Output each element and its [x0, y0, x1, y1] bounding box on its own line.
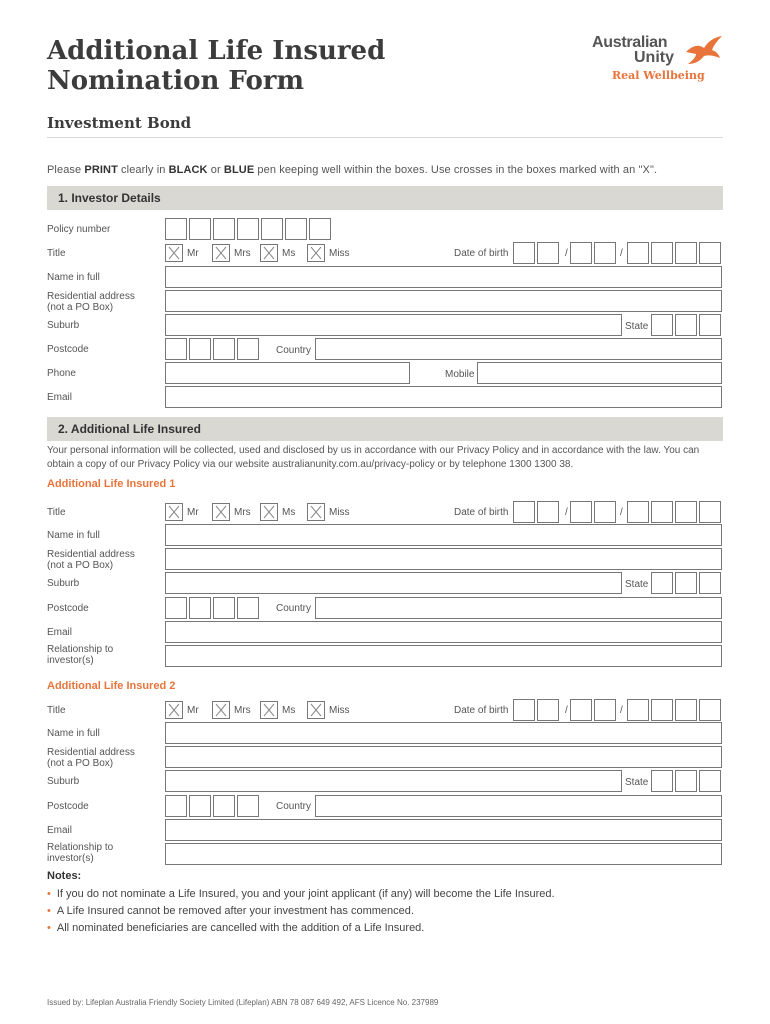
- address-label: Residential address (not a PO Box): [47, 291, 135, 313]
- phone-label: Phone: [47, 368, 76, 379]
- insured-1-dob-label: Date of birth: [454, 507, 509, 518]
- insured-2-email-label: Email: [47, 825, 73, 836]
- note-item: [47, 886, 555, 903]
- section-investor-details: 1. Investor Details: [47, 186, 723, 210]
- policy-number-digit[interactable]: [261, 218, 283, 240]
- cross-icon: [215, 246, 227, 260]
- policy-number-digit[interactable]: [189, 218, 211, 240]
- dob-day-digit[interactable]: [537, 242, 559, 264]
- insured-2-miss-checkbox[interactable]: [307, 701, 325, 719]
- insured-2-postcode-digit[interactable]: [189, 795, 211, 817]
- bird-icon: [684, 34, 724, 68]
- form-title: Additional Life Insured Nomination Form: [47, 36, 386, 96]
- insured-1-dob-digit[interactable]: [537, 501, 559, 523]
- policy-number-digit[interactable]: [213, 218, 235, 240]
- dob-day-digit[interactable]: [513, 242, 535, 264]
- suburb-field[interactable]: [165, 314, 622, 336]
- insured-1-email-field[interactable]: [165, 621, 722, 643]
- insured-1-name-label: Name in full: [47, 530, 100, 541]
- state-char[interactable]: [675, 314, 697, 336]
- state-char[interactable]: [651, 314, 673, 336]
- insured-1-ms-label: Ms: [282, 507, 296, 518]
- insured-1-name-field[interactable]: [165, 524, 722, 546]
- insured-2-title-label: Title: [47, 705, 66, 716]
- insured-2-dob-digit[interactable]: [699, 699, 721, 721]
- insured-1-postcode-digit[interactable]: [237, 597, 259, 619]
- insured-2-miss-label: Miss: [329, 705, 350, 716]
- intro-text: Please: [47, 164, 85, 176]
- insured-2-address-label: Residential address (not a PO Box): [47, 747, 135, 769]
- insured-1-miss-checkbox[interactable]: [307, 503, 325, 521]
- section-additional-life-insured: 2. Additional Life Insured: [47, 417, 723, 441]
- note-item: [47, 920, 555, 937]
- suburb-label: Suburb: [47, 320, 80, 331]
- cross-icon: [263, 505, 275, 519]
- country-field[interactable]: [315, 338, 722, 360]
- policy-number-digit[interactable]: [237, 218, 259, 240]
- insured-1-address-label: Residential address (not a PO Box): [47, 549, 135, 571]
- insured-2-name-field[interactable]: [165, 722, 722, 744]
- cross-icon: [168, 703, 180, 717]
- cross-icon: [215, 703, 227, 717]
- notes: [47, 870, 555, 937]
- insured-2-mrs-checkbox[interactable]: [212, 701, 230, 719]
- note-item: [47, 903, 555, 920]
- state-label: State: [625, 321, 649, 332]
- insured-2-dob-label: Date of birth: [454, 705, 509, 716]
- cross-icon: [263, 703, 275, 717]
- insured-2-heading: Additional Life Insured 2: [47, 680, 176, 692]
- state-char[interactable]: [699, 314, 721, 336]
- insured-2-mr-label: Mr: [187, 705, 199, 716]
- insured-1-relationship-field[interactable]: [165, 645, 722, 667]
- name-field[interactable]: [165, 266, 722, 288]
- cross-icon: [168, 505, 180, 519]
- insured-2-state-char[interactable]: [651, 770, 673, 792]
- insured-2-mr-checkbox[interactable]: [165, 701, 183, 719]
- postcode-digit[interactable]: [213, 338, 235, 360]
- insured-2-dob-digit[interactable]: [570, 699, 592, 721]
- insured-1-address-field[interactable]: [165, 548, 722, 570]
- insured-1-mr-label: Mr: [187, 507, 199, 518]
- insured-1-dob-digit[interactable]: [675, 501, 697, 523]
- insured-2-suburb-label: Suburb: [47, 776, 80, 787]
- insured-1-country-field[interactable]: [315, 597, 722, 619]
- insured-1-dob-digit[interactable]: [594, 501, 616, 523]
- address-field[interactable]: [165, 290, 722, 312]
- insured-2-ms-label: Ms: [282, 705, 296, 716]
- dob-month-digit[interactable]: [594, 242, 616, 264]
- insured-2-country-field[interactable]: [315, 795, 722, 817]
- bullet: •: [47, 905, 51, 917]
- insured-1-heading: Additional Life Insured 1: [47, 478, 176, 490]
- insured-1-postcode-digit[interactable]: [189, 597, 211, 619]
- insured-1-suburb-field[interactable]: [165, 572, 622, 594]
- insured-1-dob-digit[interactable]: [651, 501, 673, 523]
- cross-icon: [310, 505, 322, 519]
- dob-label: Date of birth: [454, 248, 509, 259]
- insured-2-state-label: State: [625, 777, 649, 788]
- email-field[interactable]: [165, 386, 722, 408]
- logo-text-line1: Australian: [592, 34, 668, 51]
- title-mrs-label: Mrs: [234, 248, 251, 259]
- insured-1-state-char[interactable]: [675, 572, 697, 594]
- insured-2-name-label: Name in full: [47, 728, 100, 739]
- note-text: All nominated beneficiaries are cancelled with the addition of a Life Insured.: [56, 922, 425, 934]
- insured-2-ms-checkbox[interactable]: [260, 701, 278, 719]
- insured-2-dob-digit[interactable]: [537, 699, 559, 721]
- dob-year-digit[interactable]: [675, 242, 697, 264]
- insured-1-email-label: Email: [47, 627, 73, 638]
- dob-month-digit[interactable]: [570, 242, 592, 264]
- note-text: If you do not nominate a Life Insured, you and your joint applicant (if any) will become the Life Insured.: [56, 888, 555, 900]
- title-miss-checkbox[interactable]: [307, 244, 325, 262]
- insured-2-mrs-label: Mrs: [234, 705, 251, 716]
- insured-2-postcode-digit[interactable]: [237, 795, 259, 817]
- email-label: Email: [47, 392, 73, 403]
- date-separator: /: [565, 248, 568, 259]
- insured-1-dob-digit[interactable]: [699, 501, 721, 523]
- insured-1-relationship-label: Relationship to investor(s): [47, 644, 114, 666]
- bullet: •: [47, 888, 51, 900]
- intro-black: BLACK: [168, 164, 208, 176]
- postcode-digit[interactable]: [165, 338, 187, 360]
- date-separator: /: [620, 507, 623, 518]
- australian-unity-logo: [592, 34, 726, 86]
- insured-1-mrs-label: Mrs: [234, 507, 251, 518]
- bullet: •: [47, 922, 51, 934]
- logo-text-line2: Unity: [634, 49, 674, 66]
- form-subtitle: Investment Bond: [47, 114, 192, 132]
- insured-1-postcode-digit[interactable]: [213, 597, 235, 619]
- postcode-digit[interactable]: [237, 338, 259, 360]
- title-mrs-checkbox[interactable]: [212, 244, 230, 262]
- date-separator: /: [620, 248, 623, 259]
- insured-1-mrs-checkbox[interactable]: [212, 503, 230, 521]
- insured-2-dob-digit[interactable]: [675, 699, 697, 721]
- insured-1-title-label: Title: [47, 507, 66, 518]
- insured-2-dob-digit[interactable]: [594, 699, 616, 721]
- insured-1-suburb-label: Suburb: [47, 578, 80, 589]
- instructions: [47, 164, 657, 176]
- insured-2-state-char[interactable]: [675, 770, 697, 792]
- title-mr-checkbox[interactable]: [165, 244, 183, 262]
- policy-number-digit[interactable]: [309, 218, 331, 240]
- cross-icon: [310, 246, 322, 260]
- insured-2-dob-digit[interactable]: [651, 699, 673, 721]
- insured-1-postcode-digit[interactable]: [165, 597, 187, 619]
- insured-1-country-label: Country: [276, 603, 312, 614]
- logo-tagline: Real Wellbeing: [612, 69, 705, 82]
- mobile-label: Mobile: [445, 369, 475, 380]
- intro-text: pen keeping well within the boxes. Use crosses in the boxes marked with an "X".: [254, 164, 658, 176]
- insured-2-address-field[interactable]: [165, 746, 722, 768]
- title-ms-label: Ms: [282, 248, 296, 259]
- intro-blue: BLUE: [223, 164, 255, 176]
- dob-year-digit[interactable]: [699, 242, 721, 264]
- cross-icon: [168, 246, 180, 260]
- cross-icon: [310, 703, 322, 717]
- dob-year-digit[interactable]: [651, 242, 673, 264]
- insured-2-dob-digit[interactable]: [513, 699, 535, 721]
- insured-2-relationship-label: Relationship to investor(s): [47, 842, 114, 864]
- insured-2-country-label: Country: [276, 801, 312, 812]
- insured-2-suburb-field[interactable]: [165, 770, 622, 792]
- name-label: Name in full: [47, 272, 100, 283]
- country-label: Country: [276, 345, 312, 356]
- footer-issuer: Issued by: Lifeplan Australia Friendly Society Limited (Lifeplan) ABN 78 087 649 492, AFS Licence No. 237989: [47, 998, 439, 1007]
- insured-2-postcode-digit[interactable]: [213, 795, 235, 817]
- mobile-field[interactable]: [477, 362, 722, 384]
- date-separator: /: [565, 705, 568, 716]
- privacy-statement: Your personal information will be collected, used and disclosed by us in accordance with our Privacy Policy and in accordance with the law. You can obtain a copy of our Privacy Policy via our website australianunity.com.au/privacy-policy or by telephone 1300 1300 38.: [47, 445, 700, 470]
- insured-1-mr-checkbox[interactable]: [165, 503, 183, 521]
- insured-2-dob-digit[interactable]: [627, 699, 649, 721]
- policy-number-digit[interactable]: [285, 218, 307, 240]
- insured-1-postcode-label: Postcode: [47, 603, 89, 614]
- policy-number-digit[interactable]: [165, 218, 187, 240]
- insured-1-state-char[interactable]: [699, 572, 721, 594]
- title-miss-label: Miss: [329, 248, 350, 259]
- dob-year-digit[interactable]: [627, 242, 649, 264]
- phone-field[interactable]: [165, 362, 410, 384]
- insured-1-dob-digit[interactable]: [627, 501, 649, 523]
- divider: [47, 137, 723, 138]
- date-separator: /: [565, 507, 568, 518]
- cross-icon: [263, 246, 275, 260]
- insured-1-dob-digit[interactable]: [570, 501, 592, 523]
- intro-text: or: [207, 164, 224, 176]
- postcode-label: Postcode: [47, 344, 89, 355]
- policy-number-label: Policy number: [47, 224, 111, 235]
- insured-1-dob-digit[interactable]: [513, 501, 535, 523]
- title-label: Title: [47, 248, 66, 259]
- insured-2-email-field[interactable]: [165, 819, 722, 841]
- insured-1-miss-label: Miss: [329, 507, 350, 518]
- title-mr-label: Mr: [187, 248, 199, 259]
- intro-text: clearly in: [117, 164, 169, 176]
- postcode-digit[interactable]: [189, 338, 211, 360]
- insured-2-relationship-field[interactable]: [165, 843, 722, 865]
- cross-icon: [215, 505, 227, 519]
- notes-heading: Notes:: [47, 870, 82, 882]
- title-ms-checkbox[interactable]: [260, 244, 278, 262]
- note-text: A Life Insured cannot be removed after your investment has commenced.: [56, 905, 414, 917]
- insured-1-state-char[interactable]: [651, 572, 673, 594]
- insured-2-postcode-digit[interactable]: [165, 795, 187, 817]
- insured-1-ms-checkbox[interactable]: [260, 503, 278, 521]
- insured-2-state-char[interactable]: [699, 770, 721, 792]
- insured-1-state-label: State: [625, 579, 649, 590]
- intro-print: PRINT: [84, 164, 118, 176]
- insured-2-postcode-label: Postcode: [47, 801, 89, 812]
- date-separator: /: [620, 705, 623, 716]
